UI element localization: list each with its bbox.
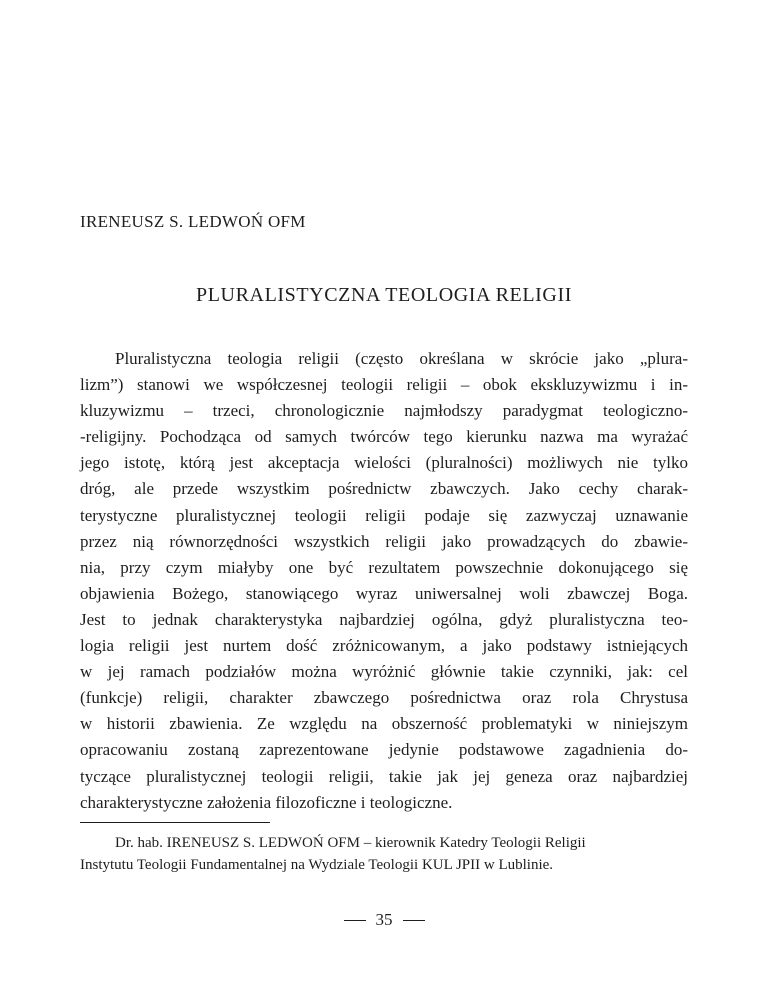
body-line: w jej ramach podziałów można wyróżnić głównie takie czynniki, jak: cel — [80, 662, 688, 682]
author-name: IRENEUSZ S. LEDWOŃ OFM — [80, 212, 306, 231]
body-line: w historii zbawienia. Ze względu na obszerność problematyki w niniejszym — [80, 714, 688, 734]
body-line: przez nią równorzędności wszystkich religii jako prowadzących do zbawie- — [80, 531, 688, 551]
footnote-line: Instytutu Teologii Fundamentalnej na Wydziale Teologii KUL JPII w Lublinie. — [80, 857, 554, 873]
body-line: (funkcje) religii, charakter zbawczego pośrednictwa oraz rola Chrystusa — [80, 688, 688, 708]
body-line: tyczące pluralistycznej teologii religii, takie jak jej geneza oraz najbardziej — [80, 766, 688, 786]
body-line: Pluralistyczna teologia religii (często określana w skrócie jako „plura- — [115, 349, 688, 368]
footnote-divider — [80, 822, 270, 823]
body-line: Jest to jednak charakterystyka najbardziej ogólna, gdyż pluralistyczna teo- — [80, 609, 688, 629]
body-line: dróg, ale przede wszystkim pośrednictw zbawczych. Jako cechy charak- — [80, 479, 688, 499]
body-line: terystyczne pluralistycznej teologii religii podaje się zazwyczaj uznawanie — [80, 505, 688, 525]
article-title: PLURALISTYCZNA TEOLOGIA RELIGII — [196, 284, 572, 306]
body-line: jego istotę, którą jest akceptacja wielości (pluralności) możliwych nie tylko — [80, 453, 688, 473]
dash-left — [344, 920, 366, 921]
page-number: 35 — [375, 910, 393, 929]
body-line: opracowaniu zostaną zaprezentowane jedynie podstawowe zagadnienia do- — [80, 740, 688, 760]
body-line: kluzywizmu – trzeci, chronologicznie najmłodszy paradygmat teologiczno- — [80, 401, 688, 421]
body-line: lizm”) stanowi we współczesnej teologii religii – obok ekskluzywizmu i in- — [80, 375, 688, 395]
body-line: -religijny. Pochodząca od samych twórców tego kierunku nazwa ma wyrażać — [80, 427, 688, 447]
body-line: charakterystyczne założenia filozoficzne i teologiczne. — [80, 792, 453, 812]
footnote — [80, 832, 688, 876]
footnote-line: Dr. hab. IRENEUSZ S. LEDWOŃ OFM – kierownik Katedry Teologii Religii — [115, 835, 586, 851]
body-line: nia, przy czym miałyby one być rezultatem powszechnie dokonującego się — [80, 557, 688, 577]
page-footer — [0, 910, 768, 930]
body-line: logia religii jest nurtem dość zróżnicowanym, a jako podstawy istniejących — [80, 636, 688, 656]
body-paragraph — [80, 346, 688, 816]
body-line: objawienia Bożego, stanowiącego wyraz uniwersalnej woli zbawczej Boga. — [80, 583, 688, 603]
dash-right — [403, 920, 425, 921]
